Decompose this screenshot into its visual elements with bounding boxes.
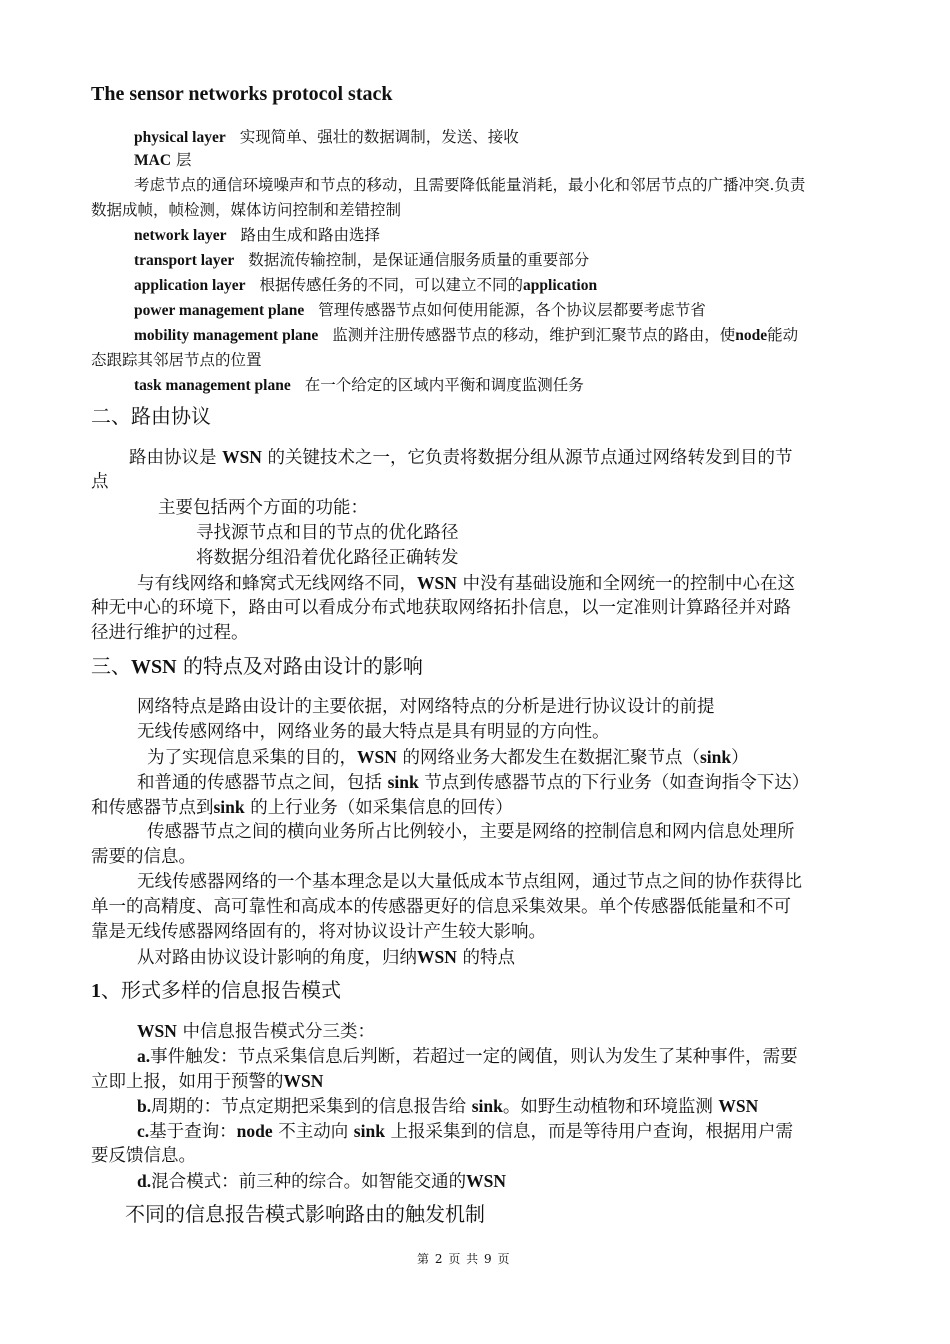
text: 三、 <box>91 654 131 678</box>
sec4-a2 <box>91 1069 323 1094</box>
desc: 实现简单、强壮的数据调制，发送、接收 <box>239 128 519 146</box>
wsn: WSN <box>283 1071 324 1091</box>
number: 1 <box>91 980 101 1002</box>
desc: 层 <box>175 151 192 169</box>
text: 的关键技术之一，它负责将数据分组从源节点通过网络转发到目的节 <box>267 448 793 468</box>
sec2-p5 <box>137 571 795 596</box>
sink: sink <box>699 747 732 767</box>
desc: 管理传感器节点如何使用能源，各个协议层都要考虑节省 <box>318 301 706 319</box>
sec4-d <box>137 1169 506 1194</box>
wsn: WSN <box>417 573 457 593</box>
stack-mobility-2: 态跟踪其邻居节点的位置 <box>91 351 262 369</box>
mark: c. <box>137 1121 150 1141</box>
sec4-c <box>137 1119 793 1144</box>
stack-network <box>134 224 380 247</box>
desc: 路由生成和路由选择 <box>240 226 381 244</box>
text: 页 <box>448 1252 462 1266</box>
text: 路由协议是 <box>129 448 217 468</box>
stack-mac-desc-2: 数据成帧，帧检测，媒体访问控制和差错控制 <box>91 201 402 219</box>
text: 混合模式：前三种的综合。如智能交通的 <box>151 1172 467 1192</box>
sink: sink <box>471 1096 503 1116</box>
node: node <box>735 327 768 344</box>
text: 中信息报告模式分三类： <box>182 1022 375 1042</box>
text: 的上行业务（如采集信息的回传） <box>250 798 513 818</box>
text: 上报采集到的信息，而是等待用户查询，根据用户需 <box>390 1122 794 1142</box>
sec4-b <box>137 1094 758 1119</box>
sec2-p1 <box>129 445 793 470</box>
desc: 根据传感任务的不同，可以建立不同的 <box>259 276 524 294</box>
stack-mac-desc-1: 考虑节点的通信环境噪声和节点的移动，且需要降低能量消耗，最小化和邻居节点的广播冲突.负责 <box>134 176 806 194</box>
text: 中没有基础设施和全网统一的控制中心在这 <box>462 574 795 594</box>
wsn: WSN <box>222 447 262 467</box>
sec3-heading <box>91 653 423 680</box>
text: 周期的：节点定期把采集到的信息报告给 <box>151 1097 467 1117</box>
term: MAC <box>134 152 172 169</box>
text: 与有线网络和蜂窝式无线网络不同， <box>137 574 417 594</box>
term: task management plane <box>134 377 291 394</box>
stack-transport <box>134 249 589 272</box>
desc: 监测并注册传感器节点的移动，维护到汇聚节点的路由，使 <box>332 326 736 344</box>
sink: sink <box>213 797 245 817</box>
text: 的网络业务大都发生在数据汇聚节点（ <box>402 748 700 768</box>
page-footer <box>417 1250 510 1267</box>
node: node <box>236 1121 273 1141</box>
text: 和传感器节点到 <box>91 798 214 818</box>
sec4-a <box>137 1044 798 1069</box>
stack-physical <box>134 126 519 149</box>
sec3-l8: 无线传感器网络的一个基本理念是以大量低成本节点组网，通过节点之间的协作获得比 <box>137 872 802 892</box>
mark: d. <box>137 1171 152 1191</box>
sec4-c4: 要反馈信息。 <box>91 1146 196 1166</box>
text: 。如野生动植物和环境监测 <box>502 1097 713 1117</box>
text: 为了实现信息采集的目的， <box>147 748 357 768</box>
stack-mac <box>134 149 191 172</box>
page-number: 2 <box>434 1252 444 1266</box>
desc: 数据流传输控制，是保证通信服务质量的重要部分 <box>248 251 590 269</box>
desc: 在一个给定的区域内平衡和调度监测任务 <box>304 376 584 394</box>
sec3-l10: 靠是无线传感器网络固有的，将对协议设计产生较大影响。 <box>91 922 546 942</box>
text: ） <box>731 748 749 768</box>
sec3-l4 <box>137 770 809 795</box>
sec3-l6: 传感器节点之间的横向业务所占比例较小，主要是网络的控制信息和网内信息处理所 <box>147 822 795 842</box>
text: 第 <box>417 1252 431 1266</box>
sec3-l2: 无线传感网络中，网络业务的最大特点是具有明显的方向性。 <box>137 722 610 742</box>
sec3-l9: 单一的高精度、高可靠性和高成本的传感器更好的信息采集效果。单个传感器低能量和不可 <box>91 897 791 917</box>
text: 的特点及对路由设计的影响 <box>182 654 423 678</box>
sec2-p5c: 种无中心的环境下，路由可以看成分布式地获取网络拓扑信息，以一定准则计算路径并对路 <box>91 598 791 618</box>
wsn: WSN <box>718 1096 759 1116</box>
tail: 能动 <box>767 326 799 344</box>
text: 从对路由协议设计影响的角度，归纳 <box>137 948 417 968</box>
wsn: WSN <box>466 1171 506 1191</box>
wsn: WSN <box>417 947 457 967</box>
stack-power <box>134 299 706 322</box>
sec4-heading <box>91 977 341 1004</box>
sec4-intro <box>137 1019 375 1044</box>
stack-mobility <box>134 324 798 347</box>
stack-application <box>134 274 597 297</box>
term: transport layer <box>134 252 235 269</box>
text: 节点到传感器节点的下行业务（如查询指令下达） <box>424 773 810 793</box>
wsn: WSN <box>357 747 397 767</box>
sec3-l5 <box>91 795 513 820</box>
term: network layer <box>134 227 227 244</box>
term: physical layer <box>134 129 226 146</box>
term: mobility management plane <box>134 327 319 344</box>
sec3-l3 <box>147 745 749 770</box>
wsn: WSN <box>137 1021 177 1041</box>
sec2-p1c: 点 <box>91 472 109 492</box>
mark: a. <box>137 1046 151 1066</box>
sink: sink <box>353 1121 385 1141</box>
sink: sink <box>387 772 419 792</box>
text: 和普通的传感器节点之间，包括 <box>137 773 382 793</box>
sec2-p4: 将数据分组沿着优化路径正确转发 <box>196 548 459 568</box>
tail: application <box>523 277 598 294</box>
term: application layer <box>134 277 246 294</box>
stack-task <box>134 374 584 397</box>
doc-title: The sensor networks protocol stack <box>91 83 393 105</box>
sec2-p2: 主要包括两个方面的功能： <box>158 498 368 518</box>
term: power management plane <box>134 302 305 319</box>
text: 共 <box>466 1252 480 1266</box>
page-total: 9 <box>484 1252 493 1266</box>
sec2-p3: 寻找源节点和目的节点的优化路径 <box>196 523 459 543</box>
sec3-l11 <box>137 945 515 970</box>
text: 事件触发：节点采集信息后判断，若超过一定的阈值，则认为发生了某种事件，需要 <box>150 1047 798 1067</box>
text: 、形式多样的信息报告模式 <box>101 978 341 1002</box>
sec3-l1: 网络特点是路由设计的主要依据，对网络特点的分析是进行协议设计的前提 <box>137 697 715 717</box>
sec4-closing: 不同的信息报告模式影响路由的触发机制 <box>125 1202 485 1226</box>
mark: b. <box>137 1096 152 1116</box>
wsn: WSN <box>131 656 177 678</box>
text: 不主动向 <box>278 1122 349 1142</box>
text: 的特点 <box>462 948 515 968</box>
text: 立即上报，如用于预警的 <box>91 1072 284 1092</box>
sec3-l7: 需要的信息。 <box>91 847 196 867</box>
sec2-heading: 二、路由协议 <box>91 404 211 428</box>
text: 基于查询： <box>149 1122 237 1142</box>
sec2-p5d: 径进行维护的过程。 <box>91 623 249 643</box>
text: 页 <box>497 1252 511 1266</box>
